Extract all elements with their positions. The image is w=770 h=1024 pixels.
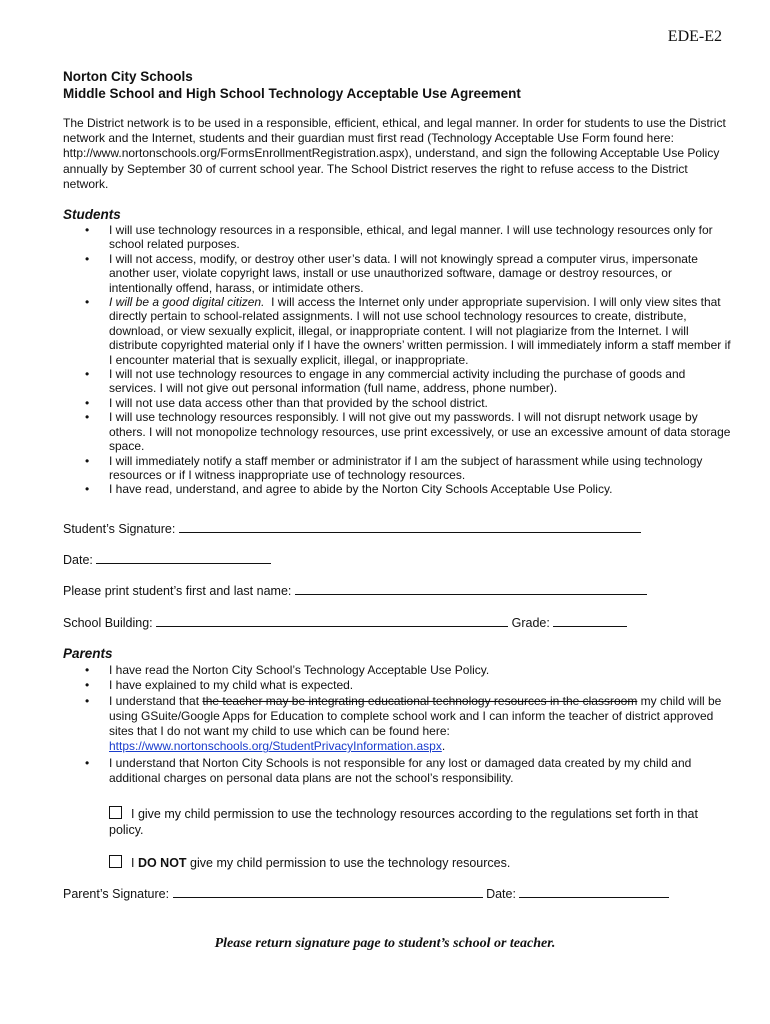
- list-item: • I have read the Norton City School’s Technology Acceptable Use Policy.: [63, 663, 733, 677]
- list-item: • I understand that Norton City Schools is not responsible for any lost or damaged data created by my child and additional charges on personal data plans are not the school’s responsibility.: [63, 756, 733, 786]
- parent-signature-label: Parent’s Signature:: [63, 887, 170, 901]
- parent-date-label: Date:: [486, 887, 516, 901]
- grade-label: Grade:: [511, 616, 550, 630]
- student-signature-field[interactable]: [179, 521, 641, 533]
- parents-list: [63, 663, 733, 786]
- school-building-field[interactable]: [156, 615, 508, 627]
- struck-text: the teacher may be integrating educational technology resources in the classroom: [202, 693, 638, 708]
- list-item-text: .: [441, 739, 446, 754]
- parent-signature-field[interactable]: [173, 886, 483, 898]
- list-item: • I will not access, modify, or destroy other user’s data. I will not knowingly spread a computer virus, impersonate another user, violate copyright laws, install or use unauthorized software, damage or destroy resources, or intentionally offend, harass, or intimidate others.: [63, 252, 733, 295]
- students-heading: Students: [63, 207, 121, 222]
- parent-signature-line: [63, 886, 669, 901]
- return-instructions: Please return signature page to student’s school or teacher.: [214, 936, 556, 951]
- list-item: • I have explained to my child what is expected.: [63, 678, 733, 692]
- print-name-line: [63, 583, 647, 598]
- consent-deny-prefix: I: [131, 856, 138, 870]
- intro-paragraph: The District network is to be used in a responsible, efficient, ethical, and legal manner. In order for students to use the District network and the Internet, students and their guardian must first read (Technology Acceptable Use Form found here: http://www.nortonschools.org/FormsEnrollmentRegistration.aspx), understand, and sign the following Acceptable Use Policy annually by September 30 of current school year. The School District reserves the right to refuse access to the District network.: [63, 116, 726, 191]
- consent-deny-checkbox[interactable]: [109, 855, 122, 868]
- parent-date-field[interactable]: [519, 886, 669, 898]
- date-line: [63, 552, 271, 567]
- parents-heading: Parents: [63, 646, 113, 661]
- list-item: • I will use technology resources responsibly. I will not give out my passwords. I will not disrupt network usage by others. I will not monopolize technology resources, use print excessively, or use an excessive amount of data storage space.: [63, 410, 733, 453]
- digital-citizen-phrase: I will be a good digital citizen.: [109, 295, 265, 310]
- list-item: • I will not use data access other than that provided by the school district.: [63, 396, 733, 410]
- consent-deny-emphasis: DO NOT: [137, 856, 187, 870]
- list-item-text: I will access the Internet only under appropriate supervision. I will only view sites that directly pertain to school-related assignments. I will not use school technology resources to create, distribute, download, or view sexually explicit, illegal, or inappropriate content. I will not plagiarize from the Internet. I will distribute copyrighted material only if I have the owners’ written permission. I will immediately inform a staff member if I encounter material that is sexually explicit, illegal, or inappropriate.: [109, 295, 731, 367]
- school-building-label: School Building:: [63, 616, 153, 630]
- consent-deny-row: [109, 855, 729, 871]
- print-name-label: Please print student’s first and last name:: [63, 584, 292, 598]
- print-name-field[interactable]: [295, 583, 647, 595]
- list-item: • I have read, understand, and agree to abide by the Norton City Schools Acceptable Use Policy.: [63, 482, 733, 496]
- list-item: [63, 694, 733, 755]
- grade-field[interactable]: [553, 615, 627, 627]
- consent-give-row: [109, 806, 729, 838]
- student-signature-line: [63, 521, 641, 536]
- list-item: • I will use technology resources in a responsible, ethical, and legal manner. I will use technology resources only for school related purposes.: [63, 223, 733, 252]
- date-field[interactable]: [96, 552, 271, 564]
- consent-deny-text: give my child permission to use the technology resources.: [186, 856, 511, 870]
- list-item: • I will immediately notify a staff member or administrator if I am the subject of harassment while using technology resources or if I witness inappropriate use of technology resources.: [63, 454, 733, 483]
- school-building-line: [63, 615, 627, 630]
- date-label: Date:: [63, 553, 93, 567]
- students-list: [63, 223, 733, 497]
- document-title: [63, 68, 723, 102]
- list-item-text: I understand that: [109, 693, 203, 708]
- title-agreement: Middle School and High School Technology Acceptable Use Agreement: [63, 86, 521, 101]
- list-item: [63, 295, 733, 367]
- document-code: EDE-E2: [667, 28, 722, 45]
- list-item-text: my child will be using GSuite/Google Apps for Education to complete school work and I can inform the teacher of district approved sites that I do not want my child to use which can be found here:: [109, 693, 722, 739]
- consent-give-text: I give my child permission to use the technology resources according to the regulations set forth in that policy.: [109, 807, 698, 837]
- title-school: Norton City Schools: [63, 69, 193, 84]
- consent-give-checkbox[interactable]: [109, 806, 122, 819]
- student-privacy-link[interactable]: https://www.nortonschools.org/StudentPrivacyInformation.aspx: [109, 739, 442, 754]
- student-signature-label: Student’s Signature:: [63, 522, 176, 536]
- list-item: • I will not use technology resources to engage in any commercial activity including the purchase of goods and services. I will not give out personal information (full name, address, phone number).: [63, 367, 733, 396]
